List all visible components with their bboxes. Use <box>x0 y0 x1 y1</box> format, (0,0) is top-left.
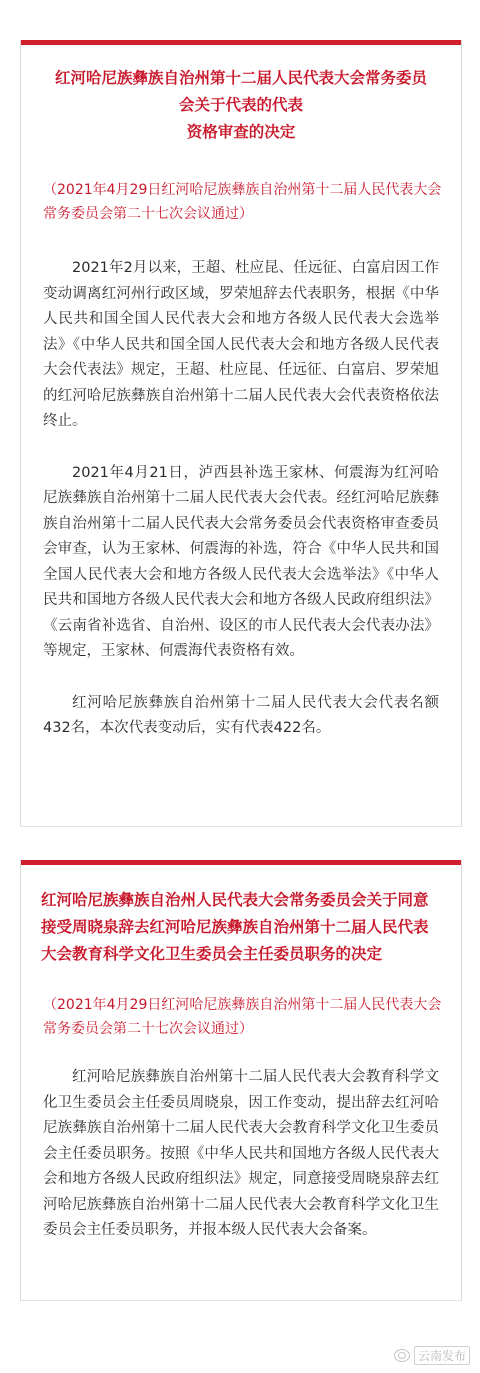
decision-title <box>21 65 461 146</box>
card-top-bar <box>21 40 461 45</box>
body-paragraph: 2021年2月以来，王超、杜应昆、任远征、白富启因工作变动调离红河州行政区域，罗荣旭辞去代表职务，根据《中华人民共和国全国人民代表大会和地方各级人民代表大会选举法》《中华人民共和国全国人民代表大会和地方各级人民代表大会代表法》规定，王超、杜应昆、任远征、白富启、罗荣旭的红河哈尼族彝族自治州第十二届人民代表大会代表资格依法终止。 <box>43 260 439 429</box>
card-top-bar <box>21 860 461 865</box>
decision-title: 红河哈尼族彝族自治州人民代表大会常务委员会关于同意接受周晓泉辞去红河哈尼族彝族自治州第十二届人民代表大会教育科学文化卫生委员会主任委员职务的决定 <box>41 891 429 963</box>
decision-card-resignation <box>20 860 462 1301</box>
body-paragraph: 红河哈尼族彝族自治州第十二届人民代表大会教育科学文化卫生委员会主任委员周晓泉，因工作变动，提出辞去红河哈尼族彝族自治州第十二届人民代表大会教育科学文化卫生委员会主任委员职务。按照《中华人民共和国地方各级人民代表大会和地方各级人民政府组织法》规定，同意接受周晓泉辞去红河哈尼族彝族自治州第十二届人民代表大会教育科学文化卫生委员会主任委员职务，并报本级人民代表大会备案。 <box>43 1069 439 1238</box>
body-paragraph: 红河哈尼族彝族自治州第十二届人民代表大会代表名额432名，本次代表变动后，实有代表422名。 <box>43 694 439 736</box>
watermark-text: 云南发布 <box>414 1346 470 1365</box>
body-paragraph: 2021年4月21日，泸西县补选王家林、何震海为红河哈尼族彝族自治州第十二届人民代表大会代表。经红河哈尼族彝族自治州第十二届人民代表大会常务委员会代表资格审查委员会审查，认为王家林、何震海的补选，符合《中华人民共和国全国人民代表大会和地方各级人民代表大会选举法》《中华人民共和国地方各级人民代表大会和地方各级人民政府组织法》《云南省补选省、自治州、设区的市人民代表大会代表办法》等规定，王家林、何震海代表资格有效。 <box>43 464 439 659</box>
weibo-icon <box>394 1349 410 1362</box>
title-line: 资格审查的决定 <box>186 123 296 141</box>
source-watermark <box>394 1346 470 1365</box>
title-line: 红河哈尼族彝族自治州第十二届人民代表大会常务委员 <box>54 69 427 87</box>
adoption-note: （2021年4月29日红河哈尼族彝族自治州第十二届人民代表大会常务委员会第二十七次会议通过） <box>43 997 442 1037</box>
title-line: 会关于代表的代表 <box>178 96 303 114</box>
adoption-note: （2021年4月29日红河哈尼族彝族自治州第十二届人民代表大会常务委员会第二十七次会议通过） <box>43 182 442 222</box>
decision-card-representatives <box>20 40 462 827</box>
